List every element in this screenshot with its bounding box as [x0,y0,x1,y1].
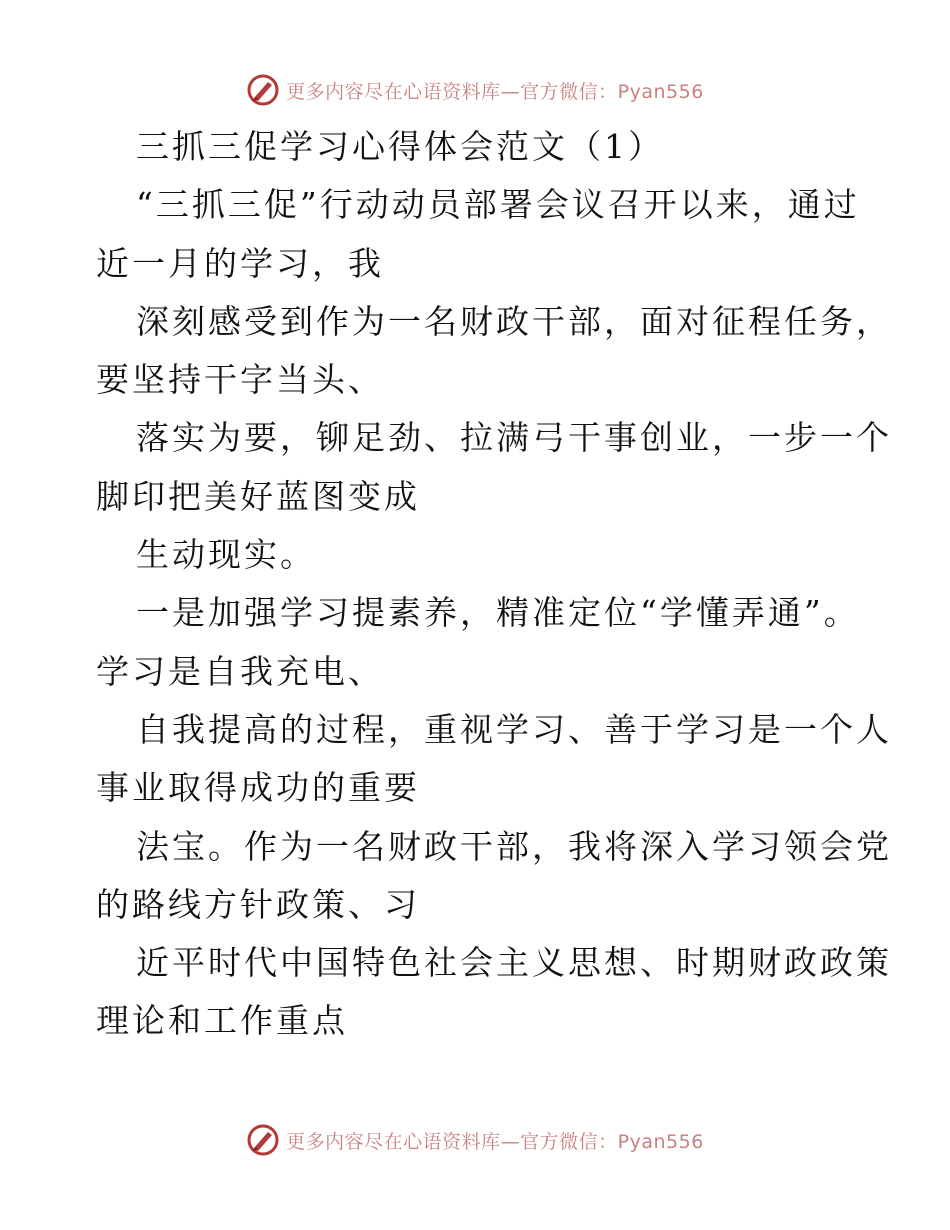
brush-logo-icon [246,1123,280,1157]
paragraph-line: 法宝。作为一名财政干部，我将深入学习领会党 [136,826,892,866]
paragraph-line: 的路线方针政策、习 [96,884,420,924]
paragraph-line: 脚印把美好蓝图变成 [96,476,420,516]
header-watermark [0,72,950,108]
brush-logo-icon [246,73,280,107]
paragraph-line: “三抓三促”行动动员部署会议召开以来，通过 [136,185,860,225]
paragraph-line: 近平时代中国特色社会主义思想、时期财政政策 [136,943,892,983]
paragraph-line: 理论和工作重点 [96,1001,348,1041]
document-title: 三抓三促学习心得体会范文（1） [136,127,664,166]
paragraph-line: 一是加强学习提素养，精准定位“学懂弄通”。 [136,593,860,633]
paragraph-line: 自我提高的过程，重视学习、善于学习是一个人 [136,709,892,749]
paragraph-line: 事业取得成功的重要 [96,768,420,808]
footer-watermark-text: 更多内容尽在心语资料库—官方微信：Pyan556 [286,1130,704,1153]
paragraph-line: 深刻感受到作为一名财政干部，面对征程任务， [136,301,892,341]
paragraph-line: 落实为要，铆足劲、拉满弓干事创业，一步一个 [136,418,892,458]
paragraph-line: 近一月的学习，我 [96,243,384,283]
paragraph-line: 生动现实。 [136,535,316,575]
document-body [96,118,892,1051]
footer-watermark [0,1122,950,1158]
paragraph-line: 要坚持干字当头、 [96,360,384,400]
paragraph-line: 学习是自我充电、 [96,651,384,691]
header-watermark-text: 更多内容尽在心语资料库—官方微信：Pyan556 [286,80,704,103]
